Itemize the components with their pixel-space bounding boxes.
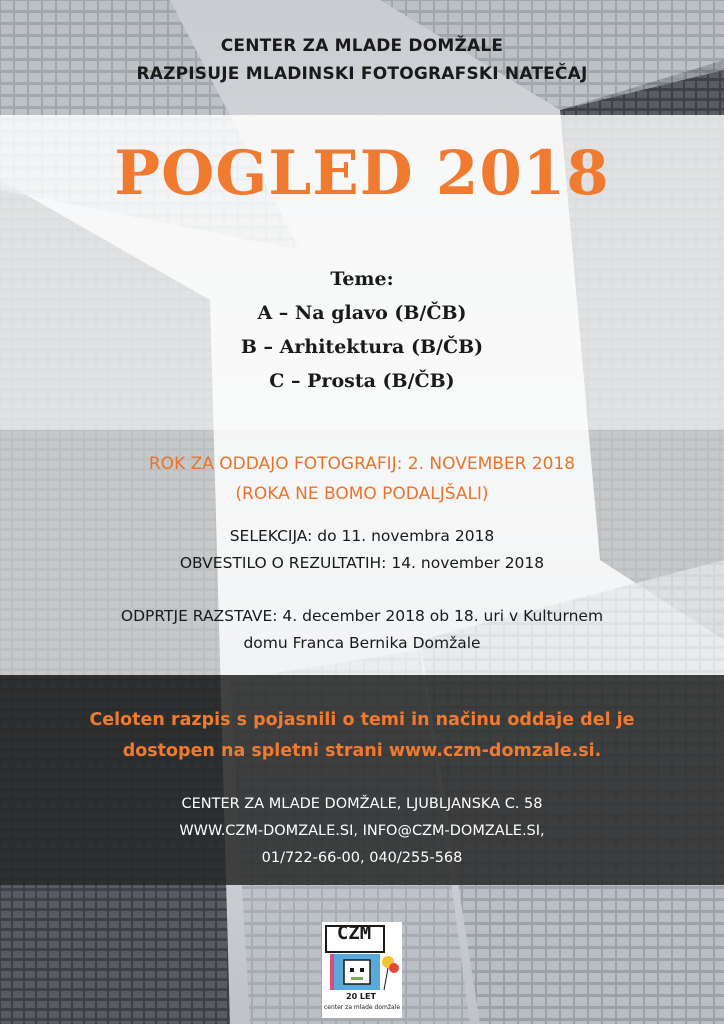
contact-phones: 01/722-66-00, 040/255-568 bbox=[261, 850, 463, 866]
theme-item-b: B – Arhitektura (B/ČB) bbox=[240, 336, 484, 358]
czm-logo-subtitle: center za mlade domžale bbox=[323, 1004, 401, 1011]
selection-date: SELEKCIJA: do 11. novembra 2018 bbox=[229, 527, 495, 545]
theme-item-c: C – Prosta (B/ČB) bbox=[269, 370, 455, 392]
info-text-line1: Celoten razpis s pojasnili o temi in načinu oddaje del je bbox=[89, 710, 635, 730]
exhibition-opening-line1: ODPRTJE RAZSTAVE: 4. december 2018 ob 18. uri v Kulturnem bbox=[120, 607, 604, 625]
themes-heading: Teme: bbox=[330, 268, 394, 290]
announcement-line: RAZPISUJE MLADINSKI FOTOGRAFSKI NATEČAJ bbox=[136, 64, 588, 84]
czm-logo bbox=[322, 922, 402, 1018]
czm-logo-years: 20 LET bbox=[346, 992, 376, 1001]
contact-web-email: WWW.CZM-DOMZALE.SI, INFO@CZM-DOMZALE.SI, bbox=[179, 823, 545, 839]
organizer-line: CENTER ZA MLADE DOMŽALE bbox=[220, 36, 504, 56]
header-band bbox=[0, 0, 724, 115]
info-text-line2: dostopen na spletni strani www.czm-domzale.si. bbox=[122, 741, 602, 761]
theme-item-a: A – Na glavo (B/ČB) bbox=[257, 302, 467, 324]
results-date: OBVESTILO O REZULTATIH: 14. november 2018 bbox=[179, 554, 545, 572]
poster-title: POGLED 2018 bbox=[114, 138, 610, 209]
deadline-note: (ROKA NE BOMO PODALJŠALI) bbox=[235, 484, 489, 504]
deadline-line: ROK ZA ODDAJO FOTOGRAFIJ: 2. NOVEMBER 2018 bbox=[148, 454, 576, 474]
exhibition-opening-line2: domu Franca Bernika Domžale bbox=[243, 634, 481, 652]
czm-logo-mark: CZM bbox=[336, 922, 372, 944]
contact-address: CENTER ZA MLADE DOMŽALE, LJUBLJANSKA C. 58 bbox=[181, 796, 543, 812]
